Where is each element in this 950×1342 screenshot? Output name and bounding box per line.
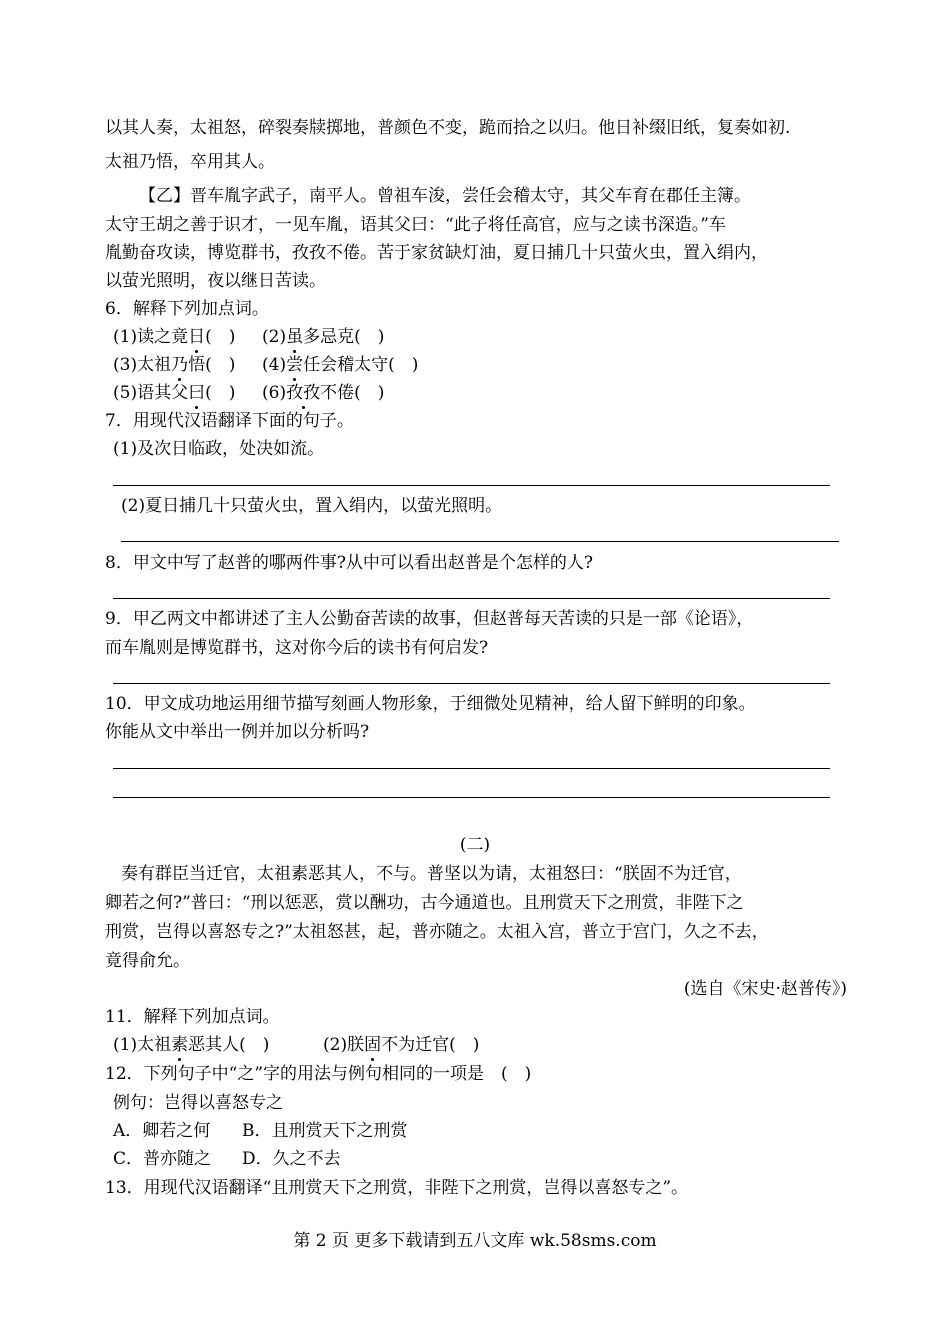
passage-yi-line-3: 胤勤奋攻读，博览群书，孜孜不倦。苦于家贫缺灯油，夏日捕几十只萤火虫，置入绢内， [105,243,768,263]
q6-item-1: (1)读之竟日( ) [113,327,236,347]
q12-option-d: D．久之不去 [242,1149,341,1169]
q12-option-b: B．且刑赏天下之刑赏 [242,1121,408,1141]
q9-line-1: 9．甲乙两文中都讲述了主人公勤奋苦读的故事，但赵普每天苦读的只是一部《论语》， [105,609,754,629]
q7-sentence-2: (2)夏日捕几十只萤火虫，置入绢内，以萤光照明。 [121,496,503,516]
passage-yi-line-2: 太守王胡之善于识才，一见车胤，语其父曰：“此子将任高官，应与之读书深造。”车 [105,215,726,235]
q8-title: 8．甲文中写了赵普的哪两件事?从中可以看出赵普是个怎样的人? [105,553,594,573]
q6-item-2: (2)虽多忌克( ) [262,327,385,347]
q11-item-2: (2)朕固不为迁官( ) [323,1035,480,1055]
q6-item-6: (6)孜孜不倦( ) [262,383,385,403]
page-footer: 第 2 页 更多下载请到五八文库 wk.58sms.com [293,1231,657,1251]
q10-answer-line-1[interactable] [113,768,830,769]
q8-answer-line[interactable] [113,598,830,599]
passage-yi-line-1: 【乙】晋车胤字武子，南平人。曾祖车浚，尝任会稽太守，其父车育在郡任主簿。 [139,186,751,206]
q7-title: 7．用现代汉语翻译下面的句子。 [105,411,354,431]
q6-title: 6．解释下列加点词。 [105,299,269,319]
section-2-line-2: 卿若之何?”普曰：“刑以惩恶，赏以酬功，古今通道也。且刑赏天下之刑赏，非陛下之 [105,893,744,913]
q6-item-3: (3)太祖乃悟( ) [113,355,236,375]
passage-yi-line-4: 以萤光照明，夜以继日苦读。 [105,271,326,291]
q12-title: 12．下列句子中“之”字的用法与例句相同的一项是 ( ) [105,1064,532,1084]
q11-item-1: (1)太祖素恶其人( ) [113,1035,270,1055]
section-2-line-3: 刑赏，岂得以喜怒专之?”太祖怒甚，起，普亦随之。太祖入宫，普立于宫门，久之不去， [105,922,769,942]
q11-title: 11．解释下列加点词。 [105,1007,280,1027]
q7-sentence-1: (1)及次日临政，处决如流。 [113,439,325,459]
q12-example: 例句：岂得以喜怒专之 [113,1093,283,1113]
passage-jia-line-2: 太祖乃悟，卒用其人。 [105,152,275,172]
q12-option-a: A．卿若之何 [113,1121,211,1141]
q9-line-2: 而车胤则是博览群书，这对你今后的读书有何启发? [105,638,489,658]
section-2-heading: (二) [459,835,491,855]
q6-item-5: (5)语其父曰( ) [113,383,236,403]
q13-title: 13．用现代汉语翻译“且刑赏天下之刑赏，非陛下之刑赏，岂得以喜怒专之”。 [105,1178,689,1198]
q7-answer-line-1[interactable] [113,485,830,486]
section-2-line-4: 竟得俞允。 [105,951,190,971]
q7-answer-line-2[interactable] [121,541,839,542]
passage-jia-line-1: 以其人奏，太祖怒，碎裂奏牍掷地，普颜色不变，跪而拾之以归。他日补缀旧纸，复奏如初. [105,118,791,138]
q10-line-1: 10．甲文成功地运用细节描写刻画人物形象，于细微处见精神，给人留下鲜明的印象。 [105,694,756,714]
q12-option-c: C．普亦随之 [113,1149,212,1169]
q9-answer-line[interactable] [113,683,830,684]
section-2-line-1: 奏有群臣当迁官，太祖素恶其人，不与。普坚以为请，太祖怒曰：“朕固不为迁官， [121,864,742,884]
q10-line-2: 你能从文中举出一例并加以分析吗? [105,722,370,742]
q10-answer-line-2[interactable] [113,797,830,798]
section-2-source: (选自《宋史·赵普传》) [683,979,847,999]
q6-item-4: (4)尝任会稽太守( ) [262,355,419,375]
